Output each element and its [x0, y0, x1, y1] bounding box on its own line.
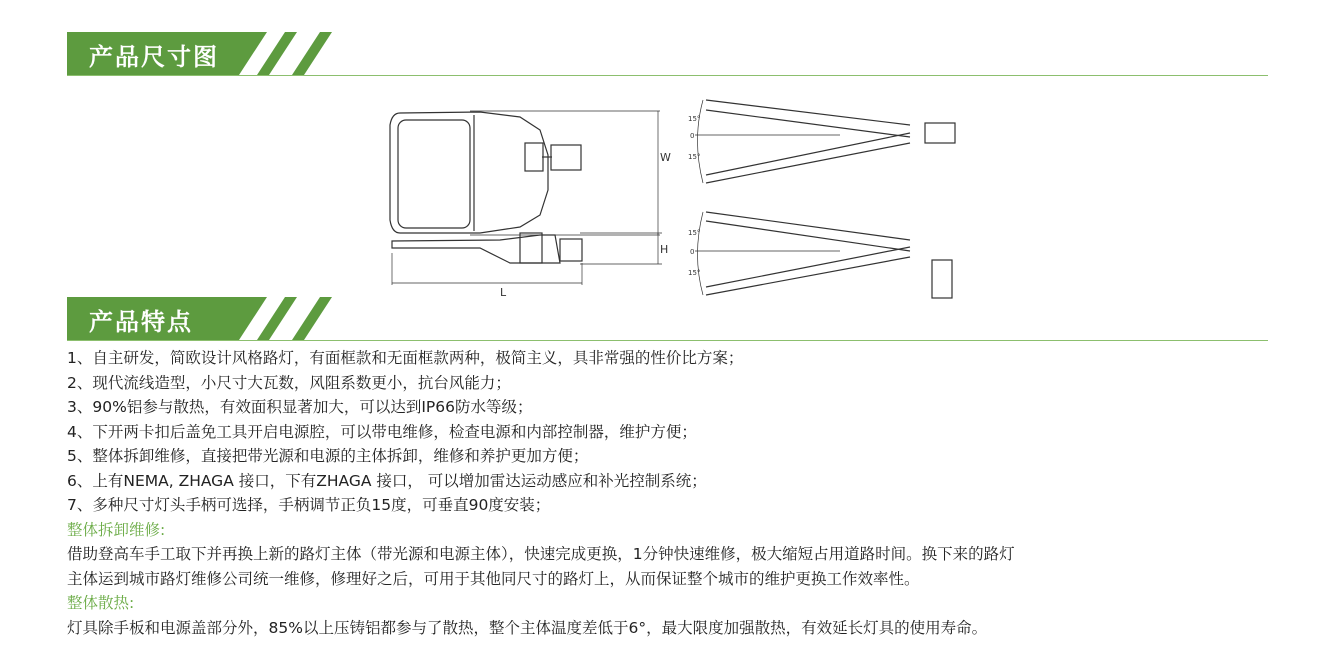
side-view-drawing	[392, 233, 668, 299]
divider	[67, 75, 1268, 76]
tilt-view-lower	[688, 212, 952, 298]
width-label: W	[660, 151, 671, 164]
svg-text:0: 0	[690, 132, 695, 140]
header-slash	[257, 32, 297, 75]
cooling-line: 灯具除手板和电源盖部分外，85%以上压铸铝都参与了散热，整个主体温度差低于6°，最大限度加强散热，有效延长灯具的使用寿命。	[67, 618, 988, 637]
height-label: H	[660, 243, 669, 256]
svg-text:15°: 15°	[688, 229, 701, 237]
feature-item: 2、现代流线造型，小尺寸大瓦数，风阻系数更小，抗台风能力；	[67, 373, 511, 392]
dimension-drawings	[370, 85, 1010, 315]
maintenance-line: 主体运到城市路灯维修公司统一维修，修理好之后，可用于其他同尺寸的路灯上，从而保证整个城市的维护更换工作效率性。	[67, 569, 920, 588]
feature-item: 3、90%铝参与散热，有效面积显著加大，可以达到IP66防水等级；	[67, 398, 533, 416]
feature-item: 7、多种尺寸灯头手柄可选择，手柄调节正负15度，可垂直90度安装；	[67, 496, 551, 514]
section-header-dimensions	[67, 32, 1268, 76]
length-label: L	[500, 286, 507, 299]
section-header-features	[67, 297, 1268, 341]
feature-item: 4、下开两卡扣后盖免工具开启电源腔，可以带电维修，检查电源和内部控制器，维护方便；	[67, 422, 697, 441]
maintenance-line: 借助登高车手工取下并再换上新的路灯主体（带光源和电源主体），快速完成更换，1分钟快速维修，极大缩短占用道路时间。换下来的路灯	[67, 545, 1015, 563]
header-slash	[257, 297, 297, 340]
svg-text:15°: 15°	[688, 269, 701, 277]
feature-item: 5、整体拆卸维修，直接把带光源和电源的主体拆卸，维修和养护更加方便；	[67, 447, 589, 465]
feature-item: 6、上有NEMA, ZHAGA 接口，下有ZHAGA 接口， 可以增加雷达运动感应和补光控制系统；	[67, 471, 707, 490]
svg-text:15°: 15°	[688, 153, 701, 161]
section-title: 产品特点	[89, 308, 193, 336]
top-view-drawing	[390, 111, 671, 235]
tilt-view-upper	[688, 100, 955, 183]
maintenance-heading: 整体拆卸维修:	[67, 520, 166, 539]
header-slash	[292, 32, 332, 75]
divider	[67, 340, 1268, 341]
header-slash	[292, 297, 332, 340]
feature-item: 1、自主研发，简欧设计风格路灯，有面框款和无面框款两种，极简主义，具非常强的性价比方案；	[67, 349, 744, 367]
svg-text:15°: 15°	[688, 115, 701, 123]
cooling-heading: 整体散热:	[67, 594, 135, 612]
section-title: 产品尺寸图	[89, 43, 219, 71]
svg-text:0: 0	[690, 248, 695, 256]
features-text	[67, 346, 1015, 640]
